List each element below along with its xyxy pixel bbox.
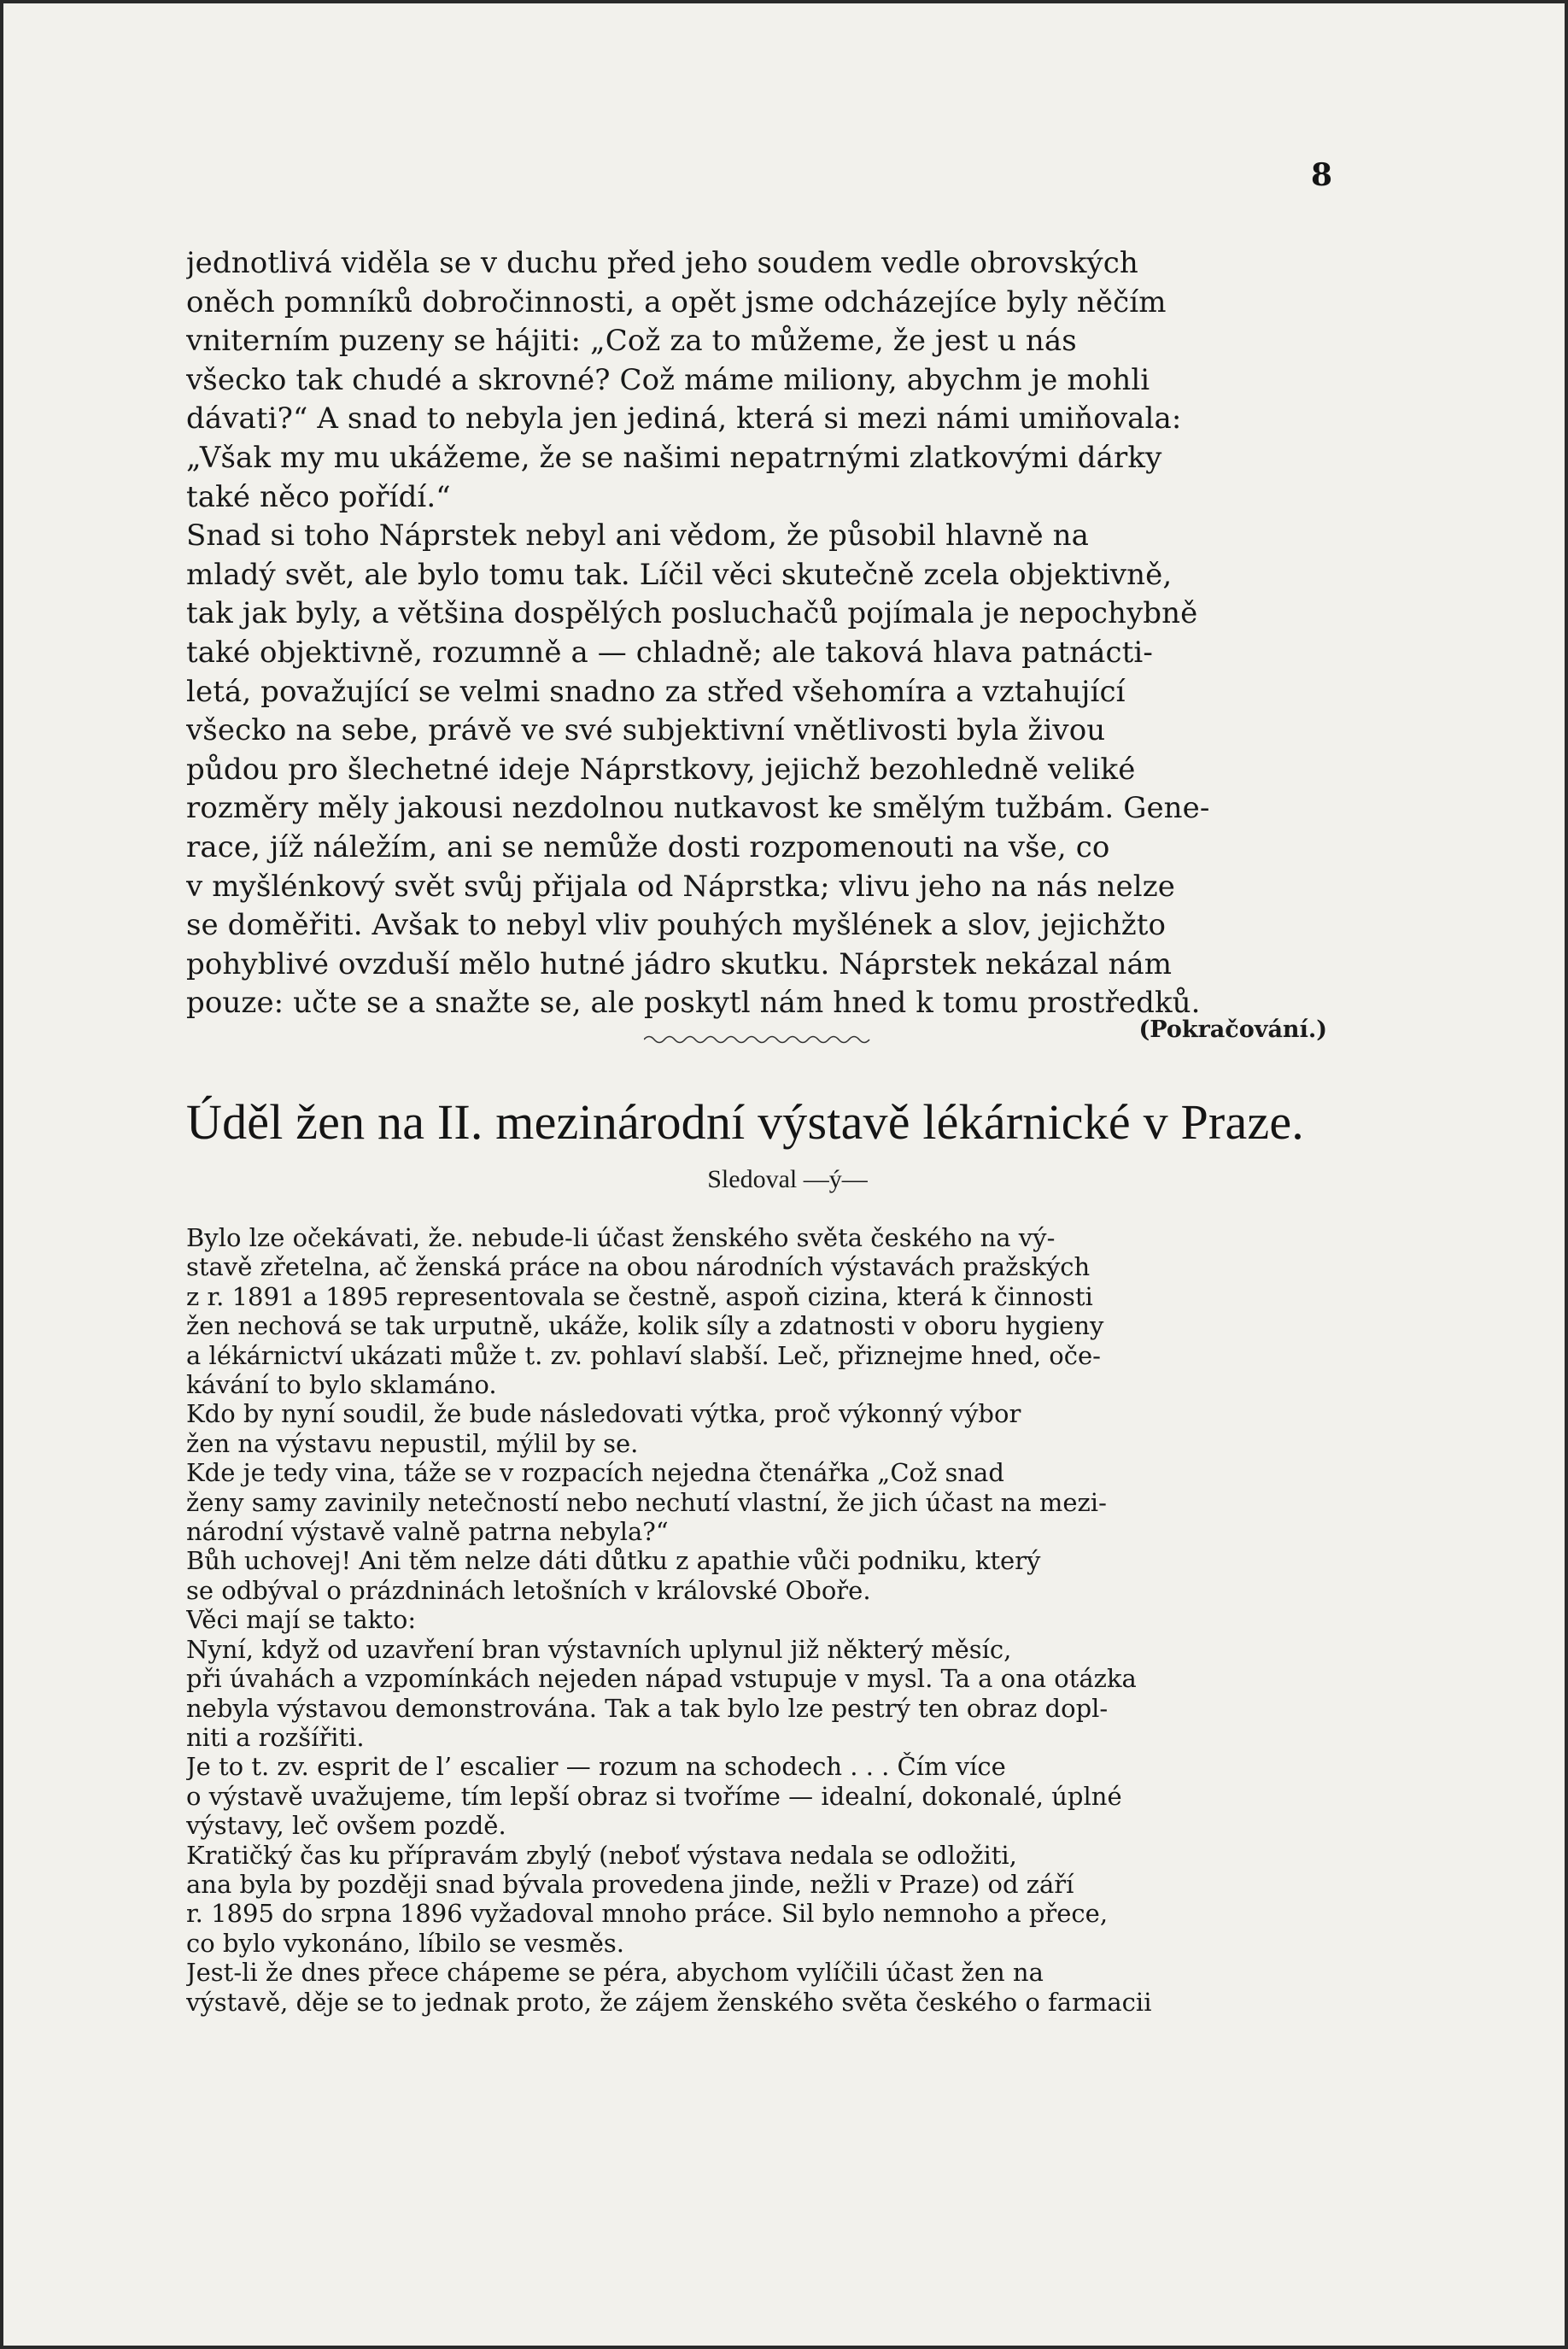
- text-line: pohyblivé ovzduší mělo hutné jádro skutku. Náprstek nekázal nám: [186, 946, 1173, 981]
- article-byline: Sledoval —ý—: [707, 1165, 868, 1193]
- page-number: 8: [1310, 157, 1332, 193]
- text-line: ana byla by později snad bývala provedena jinde, nežli v Praze) od září: [186, 1869, 1074, 1899]
- text-line: „Však my mu ukážeme, že se našimi nepatrnými zlatkovými dárky: [186, 440, 1162, 475]
- text-line: se odbýval o prázdninách letošních v královské Oboře.: [186, 1575, 871, 1605]
- text-line: všecko na sebe, právě ve své subjektivní vnětlivosti byla živou: [186, 713, 1106, 748]
- text-line: také něco pořídí.“: [186, 479, 451, 514]
- text-line: výstavě, děje se to jednak proto, že zájem ženského světa českého o farmacii: [186, 1987, 1152, 2017]
- text-line: Jest-li že dnes přece chápeme se péra, abychom vylíčili účast žen na: [186, 1958, 1044, 1988]
- text-line: všecko tak chudé a skrovné? Což máme miliony, abychm je mohli: [186, 362, 1150, 397]
- text-line: Kdo by nyní soudil, že bude následovati výtka, proč výkonný výbor: [186, 1399, 1021, 1429]
- text-line: o výstavě uvažujeme, tím lepší obraz si tvoříme — idealní, dokonalé, úplné: [186, 1781, 1122, 1811]
- text-line: kávání to bylo sklamáno.: [186, 1370, 497, 1400]
- text-line: Nyní, když od uzavření bran výstavních uplynul již některý měsíc,: [186, 1634, 1012, 1664]
- text-line: národní výstavě valně patrna nebyla?“: [186, 1517, 669, 1547]
- text-line: pouze: učte se a snažte se, ale poskytl nám hned k tomu prostředků.: [186, 986, 1201, 1021]
- text-line: Je to t. zv. esprit de l’ escalier — rozum na schodech . . . Čím více: [186, 1752, 1006, 1782]
- text-line: oněch pomníků dobročinnosti, a opět jsme odcházejíce byly něčím: [186, 284, 1167, 319]
- text-line: r. 1895 do srpna 1896 vyžadoval mnoho práce. Sil bylo nemnoho a přece,: [186, 1899, 1109, 1929]
- text-line: letá, považující se velmi snadno za střed všehomíra a vztahující: [186, 674, 1126, 709]
- text-line: dávati?“ A snad to nebyla jen jediná, která si mezi námi umiňovala:: [186, 401, 1182, 436]
- text-line: a lékárnictví ukázati může t. zv. pohlaví slabší. Leč, přiznejme hned, oče-: [186, 1340, 1101, 1370]
- text-line: jednotlivá viděla se v duchu před jeho soudem vedle obrovských: [186, 246, 1138, 280]
- text-line: rozměry měly jakousi nezdolnou nutkavost ke smělým tužbám. Gene-: [186, 791, 1210, 826]
- previous-article-text: [186, 244, 1341, 1023]
- text-line: Bylo lze očekávati, že. nebude-li účast ženského světa českého na vý-: [186, 1223, 1056, 1252]
- text-line: tak jak byly, a většina dospělých posluchačů pojímala je nepochybně: [186, 596, 1198, 631]
- text-line: stavě zřetelna, ač ženská práce na obou národních výstavách pražských: [186, 1252, 1091, 1282]
- text-line: Snad si toho Náprstek nebyl ani vědom, že působil hlavně na: [186, 518, 1089, 554]
- text-line: z r. 1891 a 1895 representovala se čestně, aspoň cizina, která k činnosti: [186, 1281, 1093, 1311]
- text-line: Kratičký čas ku přípravám zbylý (neboť výstava nedala se odložiti,: [186, 1840, 1017, 1870]
- text-line: půdou pro šlechetné ideje Náprstkovy, jejichž bezohledně veliké: [186, 752, 1136, 787]
- text-line: Kde je tedy vina, táže se v rozpacích nejedna čtenářka „Což snad: [186, 1458, 1004, 1488]
- text-line: ženy samy zavinily netečností nebo nechutí vlastní, že jich účast na mezi-: [186, 1487, 1107, 1517]
- text-line: při úvahách a vzpomínkách nejeden nápad vstupuje v mysl. Ta a ona otázka: [186, 1664, 1137, 1694]
- text-line: Věci mají se takto:: [186, 1605, 417, 1635]
- continuation-note: (Pokračování.): [1138, 1016, 1327, 1043]
- text-line: niti a rozšířiti.: [186, 1722, 365, 1752]
- article-title: Úděl žen na II. mezinárodní výstavě lékárnické v Praze.: [186, 1094, 1304, 1150]
- text-line: Bůh uchovej! Ani těm nelze dáti důtku z apathie vůči podniku, který: [186, 1546, 1041, 1576]
- text-line: se doměřiti. Avšak to nebyl vliv pouhých myšlének a slov, jejichžto: [186, 908, 1167, 943]
- text-line: co bylo vykonáno, líbilo se vesměs.: [186, 1928, 624, 1958]
- text-line: race, jíž náležím, ani se nemůže dosti rozpomenouti na vše, co: [186, 829, 1110, 864]
- text-line: nebyla výstavou demonstrována. Tak a tak bylo lze pestrý ten obraz dopl-: [186, 1693, 1109, 1723]
- text-line: žen nechová se tak urputně, ukáže, kolik síly a zdatnosti v oboru hygieny: [186, 1311, 1104, 1341]
- text-line: v myšlénkový svět svůj přijala od Náprstka; vlivu jeho na nás nelze: [186, 869, 1175, 904]
- text-line: vniterním puzeny se hájiti: „Což za to můžeme, že jest u nás: [186, 324, 1077, 359]
- text-line: mladý svět, ale bylo tomu tak. Líčil věci skutečně zcela objektivně,: [186, 557, 1173, 592]
- wavy-divider-ornament: [644, 1034, 875, 1046]
- text-line: také objektivně, rozumně a — chladně; ale taková hlava patnácti-: [186, 635, 1153, 670]
- text-line: žen na výstavu nepustil, mýlil by se.: [186, 1428, 639, 1458]
- text-line: výstavy, leč ovšem pozdě.: [186, 1811, 506, 1841]
- article-body: [186, 1223, 1341, 2017]
